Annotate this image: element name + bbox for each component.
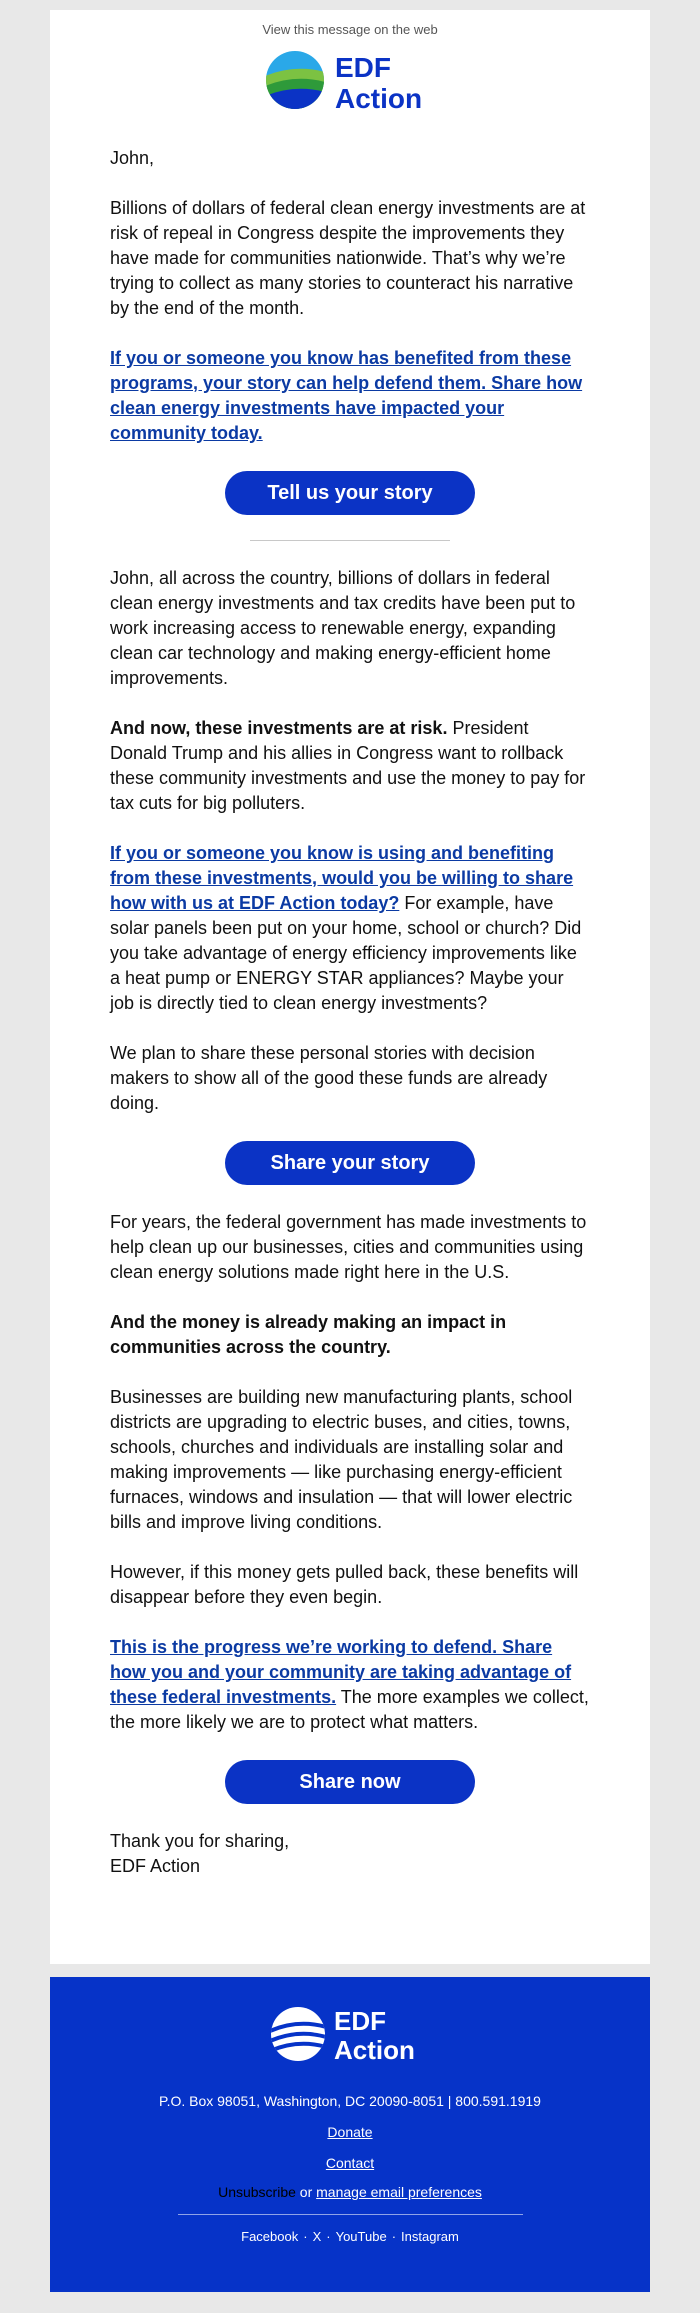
progress-text: The more examples we collect, the more likely we are to protect what matters.: [110, 1687, 589, 1732]
social-separator: ·: [391, 2229, 397, 2244]
logo-text-action: Action: [335, 83, 423, 114]
at-risk-bold: And now, these investments are at risk.: [110, 718, 448, 738]
signoff-line-2: EDF Action: [110, 1856, 201, 1876]
tell-us-your-story-button[interactable]: Tell us your story: [225, 471, 475, 515]
share-your-story-button[interactable]: Share your story: [225, 1141, 475, 1185]
story-link-2[interactable]: If you or someone you know is using and benefiting from these investments, would you be willing to share how with us at EDF Action today?: [110, 843, 574, 913]
paragraph-for-years: For years, the federal government has made investments to help clean up our businesses, cities and communities using clean energy solutions made right here in the U.S.: [110, 1212, 587, 1282]
donate-link[interactable]: Donate: [327, 2124, 373, 2140]
logo-text-edf: EDF: [335, 52, 391, 83]
button-row-1: [110, 471, 590, 515]
social-separator: ·: [303, 2229, 308, 2244]
intro-paragraph: Billions of dollars of federal clean energy investments are at risk of repeal in Congress despite the improvements they have made for communities nationwide. That’s why we’re trying to collect as many stories to counteract his narrative by the end of the month.: [110, 198, 586, 318]
social-links: [50, 2229, 650, 2244]
contact-link[interactable]: Contact: [325, 2155, 375, 2171]
youtube-link[interactable]: YouTube: [335, 2229, 387, 2244]
button-row-3: [110, 1760, 590, 1804]
button-row-2: [110, 1141, 590, 1185]
story-link-1[interactable]: If you or someone you know has benefited from these programs, your story can help defend them. Share how clean energy investments have impacted your community today.: [110, 348, 583, 443]
paragraph-businesses: Businesses are building new manufacturing plants, school districts are upgrading to electric buses, and cities, towns, schools, churches and individuals are installing solar and making improvements — like purchasing energy-efficient furnaces, windows and insulation — that will lower electric bills and improve living conditions.: [110, 1387, 573, 1532]
paragraph-impact: [110, 1310, 590, 1360]
footer-logo-text-edf: EDF: [334, 2006, 386, 2036]
cta-link-paragraph-1: [110, 346, 590, 446]
paragraph-at-risk: [110, 716, 590, 816]
email-footer: [50, 1977, 650, 2292]
edf-logo-mark-icon: [265, 46, 435, 116]
footer-address: P.O. Box 98051, Washington, DC 20090-8051 | 800.591.1919: [159, 2093, 541, 2109]
at-risk-text: President Donald Trump and his allies in Congress want to rollback these community investments and use the money to pay for tax cuts for big polluters.: [110, 718, 586, 813]
section-divider: [250, 540, 450, 541]
impact-bold: And the money is already making an impact in communities across the country.: [110, 1312, 507, 1357]
paragraph-plan: We plan to share these personal stories with decision makers to show all of the good these funds are already doing.: [110, 1043, 548, 1113]
story-link-3[interactable]: This is the progress we’re working to defend. Share how you and your community are taking advantage of these federal investments.: [110, 1637, 572, 1707]
paragraph-share-examples: [110, 841, 590, 1016]
manage-preferences-link[interactable]: manage email preferences: [316, 2184, 482, 2200]
unsubscribe-or: or: [295, 2184, 317, 2200]
view-on-web-bar: [50, 10, 650, 46]
paragraph-however: However, if this money gets pulled back, these benefits will disappear before they even begin.: [110, 1562, 579, 1607]
footer-logo-mark-icon: [270, 2003, 430, 2065]
unsubscribe-line: [50, 2184, 650, 2200]
unsubscribe-link[interactable]: Unsubscribe: [218, 2184, 296, 2200]
greeting: John,: [110, 148, 155, 168]
paragraph-investments: John, all across the country, billions of dollars in federal clean energy investments and tax credits have been put to work increasing access to renewable energy, expanding clean car technology and making energy-efficient home improvements.: [110, 568, 576, 688]
signoff: [110, 1829, 590, 1879]
footer-logo-text-action: Action: [334, 2035, 415, 2065]
examples-text: For example, have solar panels been put on your home, school or church? Did you take advantage of energy efficiency improvements like a heat pump or ENERGY STAR appliances? Maybe your job is directly tied to clean energy investments?: [110, 893, 582, 1013]
social-separator: ·: [326, 2229, 331, 2244]
footer-logo[interactable]: [50, 1977, 650, 2079]
view-on-web-link[interactable]: View this message on the web: [262, 22, 438, 37]
paragraph-progress: [110, 1635, 590, 1735]
signoff-line-1: Thank you for sharing,: [110, 1831, 290, 1851]
instagram-link[interactable]: Instagram: [401, 2229, 459, 2244]
footer-divider: [178, 2214, 523, 2215]
x-link[interactable]: X: [312, 2229, 322, 2244]
share-now-button[interactable]: Share now: [225, 1760, 475, 1804]
edf-action-logo[interactable]: [50, 46, 650, 146]
facebook-link[interactable]: Facebook: [241, 2229, 299, 2244]
email-content: [50, 146, 650, 1964]
email-body: [50, 10, 650, 1964]
